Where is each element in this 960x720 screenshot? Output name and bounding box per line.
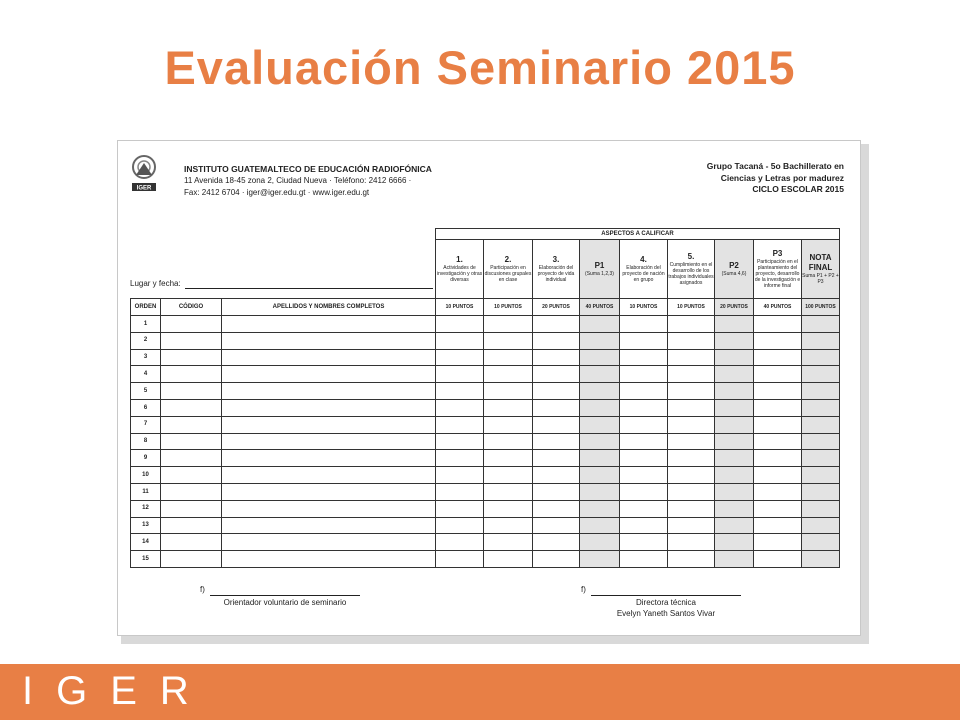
table-row bbox=[131, 500, 840, 517]
group-line-2: Ciencias y Letras por madurez bbox=[720, 172, 844, 183]
grade-cell[interactable] bbox=[802, 332, 840, 349]
grade-cell[interactable] bbox=[802, 450, 840, 467]
aspect-description: Participación en el planteamiento del proyecto, desarrollo de la investigación e informe final bbox=[754, 259, 801, 289]
grade-cell[interactable] bbox=[580, 349, 620, 366]
grade-cell[interactable] bbox=[484, 467, 533, 484]
grade-cell[interactable] bbox=[436, 517, 484, 534]
group-info bbox=[707, 161, 844, 196]
table-row bbox=[131, 551, 840, 568]
grade-cell[interactable] bbox=[436, 383, 484, 400]
table-row bbox=[131, 399, 840, 416]
codigo-cell[interactable] bbox=[161, 433, 222, 450]
codigo-cell[interactable] bbox=[161, 383, 222, 400]
grade-cell[interactable] bbox=[436, 433, 484, 450]
grade-cell[interactable] bbox=[802, 467, 840, 484]
grade-cell[interactable] bbox=[668, 517, 715, 534]
grade-cell[interactable] bbox=[436, 332, 484, 349]
aspect-column-header bbox=[580, 240, 620, 299]
grade-cell[interactable] bbox=[620, 316, 668, 333]
grade-cell[interactable] bbox=[580, 332, 620, 349]
grade-cell[interactable] bbox=[715, 551, 754, 568]
aspect-points: 10 PUNTOS bbox=[668, 299, 715, 316]
nombre-cell[interactable] bbox=[222, 383, 436, 400]
table-row bbox=[131, 467, 840, 484]
grade-cell[interactable] bbox=[620, 416, 668, 433]
grade-cell[interactable] bbox=[533, 467, 580, 484]
grade-cell[interactable] bbox=[620, 467, 668, 484]
grade-cell[interactable] bbox=[715, 383, 754, 400]
grade-cell[interactable] bbox=[754, 551, 802, 568]
svg-text:IGER: IGER bbox=[136, 185, 152, 192]
grade-cell[interactable] bbox=[484, 349, 533, 366]
nombre-cell[interactable] bbox=[222, 416, 436, 433]
table-row bbox=[131, 483, 840, 500]
grade-cell[interactable] bbox=[533, 383, 580, 400]
grade-cell[interactable] bbox=[802, 399, 840, 416]
grade-cell[interactable] bbox=[715, 433, 754, 450]
aspect-column-header bbox=[668, 240, 715, 299]
grade-cell[interactable] bbox=[533, 517, 580, 534]
grade-cell[interactable] bbox=[484, 534, 533, 551]
grade-cell[interactable] bbox=[668, 467, 715, 484]
nombre-cell[interactable] bbox=[222, 316, 436, 333]
aspect-number: P3 bbox=[772, 249, 783, 258]
institute-contact: Fax: 2412 6704 · iger@iger.edu.gt · www.iger.edu.gt bbox=[184, 188, 370, 197]
table-row bbox=[131, 332, 840, 349]
grade-cell[interactable] bbox=[484, 416, 533, 433]
nombre-cell[interactable] bbox=[222, 517, 436, 534]
aspect-number: 1. bbox=[456, 255, 463, 264]
grade-cell[interactable] bbox=[754, 433, 802, 450]
aspect-points: 100 PUNTOS bbox=[802, 299, 840, 316]
grade-cell[interactable] bbox=[580, 483, 620, 500]
aspect-description: Elaboración del proyecto de nación en grupo bbox=[622, 265, 665, 283]
grade-cell[interactable] bbox=[580, 399, 620, 416]
grade-cell[interactable] bbox=[436, 366, 484, 383]
table-row bbox=[131, 433, 840, 450]
grade-cell[interactable] bbox=[802, 534, 840, 551]
grade-cell[interactable] bbox=[802, 349, 840, 366]
grade-cell[interactable] bbox=[715, 316, 754, 333]
footer-brand: IGER bbox=[22, 669, 212, 713]
grade-cell[interactable] bbox=[436, 467, 484, 484]
grade-cell[interactable] bbox=[580, 517, 620, 534]
grade-cell[interactable] bbox=[533, 450, 580, 467]
grade-cell[interactable] bbox=[533, 399, 580, 416]
aspect-points: 10 PUNTOS bbox=[620, 299, 668, 316]
codigo-cell[interactable] bbox=[161, 450, 222, 467]
group-line-1: Grupo Tacaná - 5o Bachillerato en bbox=[706, 161, 844, 171]
aspect-column-header bbox=[436, 240, 484, 299]
grade-cell[interactable] bbox=[802, 500, 840, 517]
table-row bbox=[131, 366, 840, 383]
grade-cell[interactable] bbox=[436, 551, 484, 568]
aspectos-header: ASPECTOS A CALIFICAR bbox=[436, 229, 840, 240]
grade-cell[interactable] bbox=[620, 483, 668, 500]
row-number: 6 bbox=[131, 399, 161, 416]
grade-cell[interactable] bbox=[715, 483, 754, 500]
aspect-description: Actividades de investigación y otras diversas bbox=[436, 265, 483, 283]
grade-cell[interactable] bbox=[533, 349, 580, 366]
aspect-description: (Suma 1,2,3) bbox=[585, 271, 614, 277]
grade-cell[interactable] bbox=[533, 366, 580, 383]
nombre-cell[interactable] bbox=[222, 433, 436, 450]
grade-cell[interactable] bbox=[668, 383, 715, 400]
grade-cell[interactable] bbox=[715, 500, 754, 517]
grade-cell[interactable] bbox=[580, 467, 620, 484]
evaluation-form-document bbox=[117, 140, 861, 636]
grade-cell[interactable] bbox=[715, 416, 754, 433]
grade-cell[interactable] bbox=[620, 534, 668, 551]
row-number: 2 bbox=[131, 332, 161, 349]
row-number: 14 bbox=[131, 534, 161, 551]
iger-logo-icon bbox=[128, 153, 160, 199]
aspect-description: Participación en discusiones grupales en clase bbox=[484, 265, 532, 283]
grade-cell[interactable] bbox=[436, 316, 484, 333]
table-row bbox=[131, 383, 840, 400]
grade-cell[interactable] bbox=[533, 433, 580, 450]
aspect-number: P2 bbox=[729, 261, 739, 270]
grade-cell[interactable] bbox=[436, 483, 484, 500]
row-number: 1 bbox=[131, 316, 161, 333]
grade-cell[interactable] bbox=[715, 534, 754, 551]
table-row bbox=[131, 416, 840, 433]
grade-cell[interactable] bbox=[580, 500, 620, 517]
left-signature-line bbox=[210, 595, 360, 596]
grade-cell[interactable] bbox=[484, 383, 533, 400]
grade-cell[interactable] bbox=[580, 416, 620, 433]
grade-cell[interactable] bbox=[484, 517, 533, 534]
grade-cell[interactable] bbox=[533, 332, 580, 349]
codigo-cell[interactable] bbox=[161, 500, 222, 517]
nombre-cell[interactable] bbox=[222, 332, 436, 349]
grade-cell[interactable] bbox=[802, 483, 840, 500]
aspect-description: (Suma 4,6) bbox=[721, 271, 747, 277]
row-number: 4 bbox=[131, 366, 161, 383]
grade-cell[interactable] bbox=[754, 316, 802, 333]
nombres-header: APELLIDOS Y NOMBRES COMPLETOS bbox=[222, 299, 436, 316]
grade-cell[interactable] bbox=[436, 399, 484, 416]
grade-cell[interactable] bbox=[436, 534, 484, 551]
lugar-fecha-label: Lugar y fecha: bbox=[130, 279, 181, 288]
aspect-column-header bbox=[533, 240, 580, 299]
grade-cell[interactable] bbox=[533, 483, 580, 500]
table-row bbox=[131, 450, 840, 467]
grade-cell[interactable] bbox=[715, 349, 754, 366]
aspect-points: 10 PUNTOS bbox=[436, 299, 484, 316]
row-number: 12 bbox=[131, 500, 161, 517]
grade-cell[interactable] bbox=[436, 416, 484, 433]
right-signature-line bbox=[591, 595, 741, 596]
grade-cell[interactable] bbox=[620, 399, 668, 416]
grade-cell[interactable] bbox=[580, 551, 620, 568]
grade-cell[interactable] bbox=[484, 551, 533, 568]
aspect-points: 20 PUNTOS bbox=[533, 299, 580, 316]
right-signature-name: Evelyn Yaneth Santos Vivar bbox=[616, 609, 716, 618]
grade-cell[interactable] bbox=[754, 517, 802, 534]
codigo-cell[interactable] bbox=[161, 551, 222, 568]
slide-title: Evaluación Seminario 2015 bbox=[164, 41, 796, 94]
orden-header: ORDEN bbox=[131, 299, 161, 316]
grade-cell[interactable] bbox=[668, 551, 715, 568]
grade-cell[interactable] bbox=[580, 433, 620, 450]
row-number: 9 bbox=[131, 450, 161, 467]
grade-cell[interactable] bbox=[484, 332, 533, 349]
grade-cell[interactable] bbox=[620, 383, 668, 400]
codigo-header: CÓDIGO bbox=[161, 299, 222, 316]
aspect-number: NOTA FINAL bbox=[808, 253, 833, 272]
codigo-cell[interactable] bbox=[161, 349, 222, 366]
grade-cell[interactable] bbox=[754, 500, 802, 517]
grade-cell[interactable] bbox=[436, 500, 484, 517]
grade-cell[interactable] bbox=[580, 366, 620, 383]
left-signature-title: Orientador voluntario de seminario bbox=[223, 598, 347, 607]
row-number: 5 bbox=[131, 383, 161, 400]
nombre-cell[interactable] bbox=[222, 551, 436, 568]
grade-cell[interactable] bbox=[668, 483, 715, 500]
grade-cell[interactable] bbox=[533, 551, 580, 568]
codigo-cell[interactable] bbox=[161, 416, 222, 433]
grade-cell[interactable] bbox=[754, 383, 802, 400]
grade-cell[interactable] bbox=[620, 500, 668, 517]
grade-cell[interactable] bbox=[754, 349, 802, 366]
grade-cell[interactable] bbox=[484, 483, 533, 500]
grade-cell[interactable] bbox=[668, 500, 715, 517]
codigo-cell[interactable] bbox=[161, 366, 222, 383]
grade-cell[interactable] bbox=[484, 500, 533, 517]
row-number: 7 bbox=[131, 416, 161, 433]
grade-cell[interactable] bbox=[484, 366, 533, 383]
codigo-cell[interactable] bbox=[161, 467, 222, 484]
grade-cell[interactable] bbox=[802, 433, 840, 450]
grade-cell[interactable] bbox=[436, 450, 484, 467]
grade-cell[interactable] bbox=[668, 316, 715, 333]
grade-cell[interactable] bbox=[620, 551, 668, 568]
grade-cell[interactable] bbox=[754, 534, 802, 551]
grade-cell[interactable] bbox=[484, 399, 533, 416]
aspect-number: P1 bbox=[594, 261, 605, 270]
row-number: 13 bbox=[131, 517, 161, 534]
grade-cell[interactable] bbox=[484, 433, 533, 450]
grade-cell[interactable] bbox=[668, 349, 715, 366]
aspect-points: 10 PUNTOS bbox=[484, 299, 533, 316]
grade-cell[interactable] bbox=[436, 349, 484, 366]
grade-cell[interactable] bbox=[802, 316, 840, 333]
row-number: 15 bbox=[131, 551, 161, 568]
grade-cell[interactable] bbox=[715, 467, 754, 484]
row-number: 10 bbox=[131, 467, 161, 484]
grade-cell[interactable] bbox=[668, 332, 715, 349]
codigo-cell[interactable] bbox=[161, 332, 222, 349]
nombre-cell[interactable] bbox=[222, 366, 436, 383]
grade-cell[interactable] bbox=[754, 450, 802, 467]
aspect-column-header bbox=[802, 240, 840, 299]
aspect-points: 40 PUNTOS bbox=[580, 299, 620, 316]
aspect-description: Elaboración del proyecto de vida individual bbox=[537, 265, 575, 283]
grade-cell[interactable] bbox=[715, 366, 754, 383]
grade-cell[interactable] bbox=[668, 416, 715, 433]
grade-cell[interactable] bbox=[620, 366, 668, 383]
grade-cell[interactable] bbox=[754, 399, 802, 416]
grade-cell[interactable] bbox=[533, 534, 580, 551]
nombre-cell[interactable] bbox=[222, 349, 436, 366]
grade-cell[interactable] bbox=[802, 383, 840, 400]
aspect-points: 40 PUNTOS bbox=[754, 299, 802, 316]
aspect-number: 4. bbox=[640, 255, 647, 264]
aspect-number: 2. bbox=[504, 255, 512, 264]
nombre-cell[interactable] bbox=[222, 450, 436, 467]
grade-cell[interactable] bbox=[533, 316, 580, 333]
grade-cell[interactable] bbox=[484, 450, 533, 467]
grade-cell[interactable] bbox=[668, 366, 715, 383]
nombre-cell[interactable] bbox=[222, 399, 436, 416]
grade-cell[interactable] bbox=[715, 332, 754, 349]
row-number: 8 bbox=[131, 433, 161, 450]
right-signature-title: Directora técnica bbox=[635, 598, 697, 607]
grade-cell[interactable] bbox=[580, 534, 620, 551]
grade-cell[interactable] bbox=[754, 416, 802, 433]
grade-cell[interactable] bbox=[802, 517, 840, 534]
table-row bbox=[131, 517, 840, 534]
grade-cell[interactable] bbox=[580, 450, 620, 467]
codigo-cell[interactable] bbox=[161, 316, 222, 333]
grade-cell[interactable] bbox=[620, 517, 668, 534]
grade-cell[interactable] bbox=[484, 316, 533, 333]
aspect-number: 5. bbox=[687, 252, 695, 261]
grade-cell[interactable] bbox=[620, 349, 668, 366]
grade-cell[interactable] bbox=[715, 517, 754, 534]
institute-address: 11 Avenida 18-45 zona 2, Ciudad Nueva · Teléfono: 2412 6666 · bbox=[184, 176, 412, 185]
aspect-column-header bbox=[620, 240, 668, 299]
institute-info bbox=[184, 163, 432, 199]
nombre-cell[interactable] bbox=[222, 534, 436, 551]
nombre-cell[interactable] bbox=[222, 467, 436, 484]
aspect-points: 20 PUNTOS bbox=[715, 299, 754, 316]
grade-cell[interactable] bbox=[802, 551, 840, 568]
grade-cell[interactable] bbox=[754, 467, 802, 484]
school-year: CICLO ESCOLAR 2015 bbox=[752, 184, 844, 194]
row-number: 3 bbox=[131, 349, 161, 366]
aspect-number: 3. bbox=[552, 255, 560, 264]
codigo-cell[interactable] bbox=[161, 483, 222, 500]
grade-cell[interactable] bbox=[715, 450, 754, 467]
aspect-column-header bbox=[754, 240, 802, 299]
grade-cell[interactable] bbox=[580, 316, 620, 333]
grade-cell[interactable] bbox=[620, 332, 668, 349]
grade-cell[interactable] bbox=[715, 399, 754, 416]
grade-cell[interactable] bbox=[802, 366, 840, 383]
codigo-cell[interactable] bbox=[161, 399, 222, 416]
grade-cell[interactable] bbox=[754, 483, 802, 500]
aspect-description: Cumplimiento en el desarrollo de los trabajos individuales asignados bbox=[668, 262, 714, 286]
codigo-cell[interactable] bbox=[161, 517, 222, 534]
aspect-column-header bbox=[715, 240, 754, 299]
grade-cell[interactable] bbox=[802, 416, 840, 433]
grade-cell[interactable] bbox=[668, 399, 715, 416]
grade-cell[interactable] bbox=[533, 416, 580, 433]
right-signature-f: f) bbox=[581, 585, 586, 594]
grade-cell[interactable] bbox=[668, 534, 715, 551]
grade-cell[interactable] bbox=[533, 500, 580, 517]
grade-cell[interactable] bbox=[754, 332, 802, 349]
nombre-cell[interactable] bbox=[222, 483, 436, 500]
table-row bbox=[131, 316, 840, 333]
grade-cell[interactable] bbox=[668, 450, 715, 467]
grade-cell[interactable] bbox=[620, 450, 668, 467]
grade-cell[interactable] bbox=[620, 433, 668, 450]
grade-cell[interactable] bbox=[754, 366, 802, 383]
aspect-description: Suma P1 + P2 + P3 bbox=[802, 273, 839, 285]
aspect-column-header bbox=[484, 240, 533, 299]
left-signature-f: f) bbox=[200, 585, 205, 594]
row-number: 11 bbox=[131, 483, 161, 500]
grades-table bbox=[130, 228, 840, 568]
table-row bbox=[131, 534, 840, 551]
table-row bbox=[131, 349, 840, 366]
nombre-cell[interactable] bbox=[222, 500, 436, 517]
grade-cell[interactable] bbox=[668, 433, 715, 450]
codigo-cell[interactable] bbox=[161, 534, 222, 551]
grade-cell[interactable] bbox=[580, 383, 620, 400]
institute-name: INSTITUTO GUATEMALTECO DE EDUCACIÓN RADIOFÓNICA bbox=[184, 164, 432, 174]
